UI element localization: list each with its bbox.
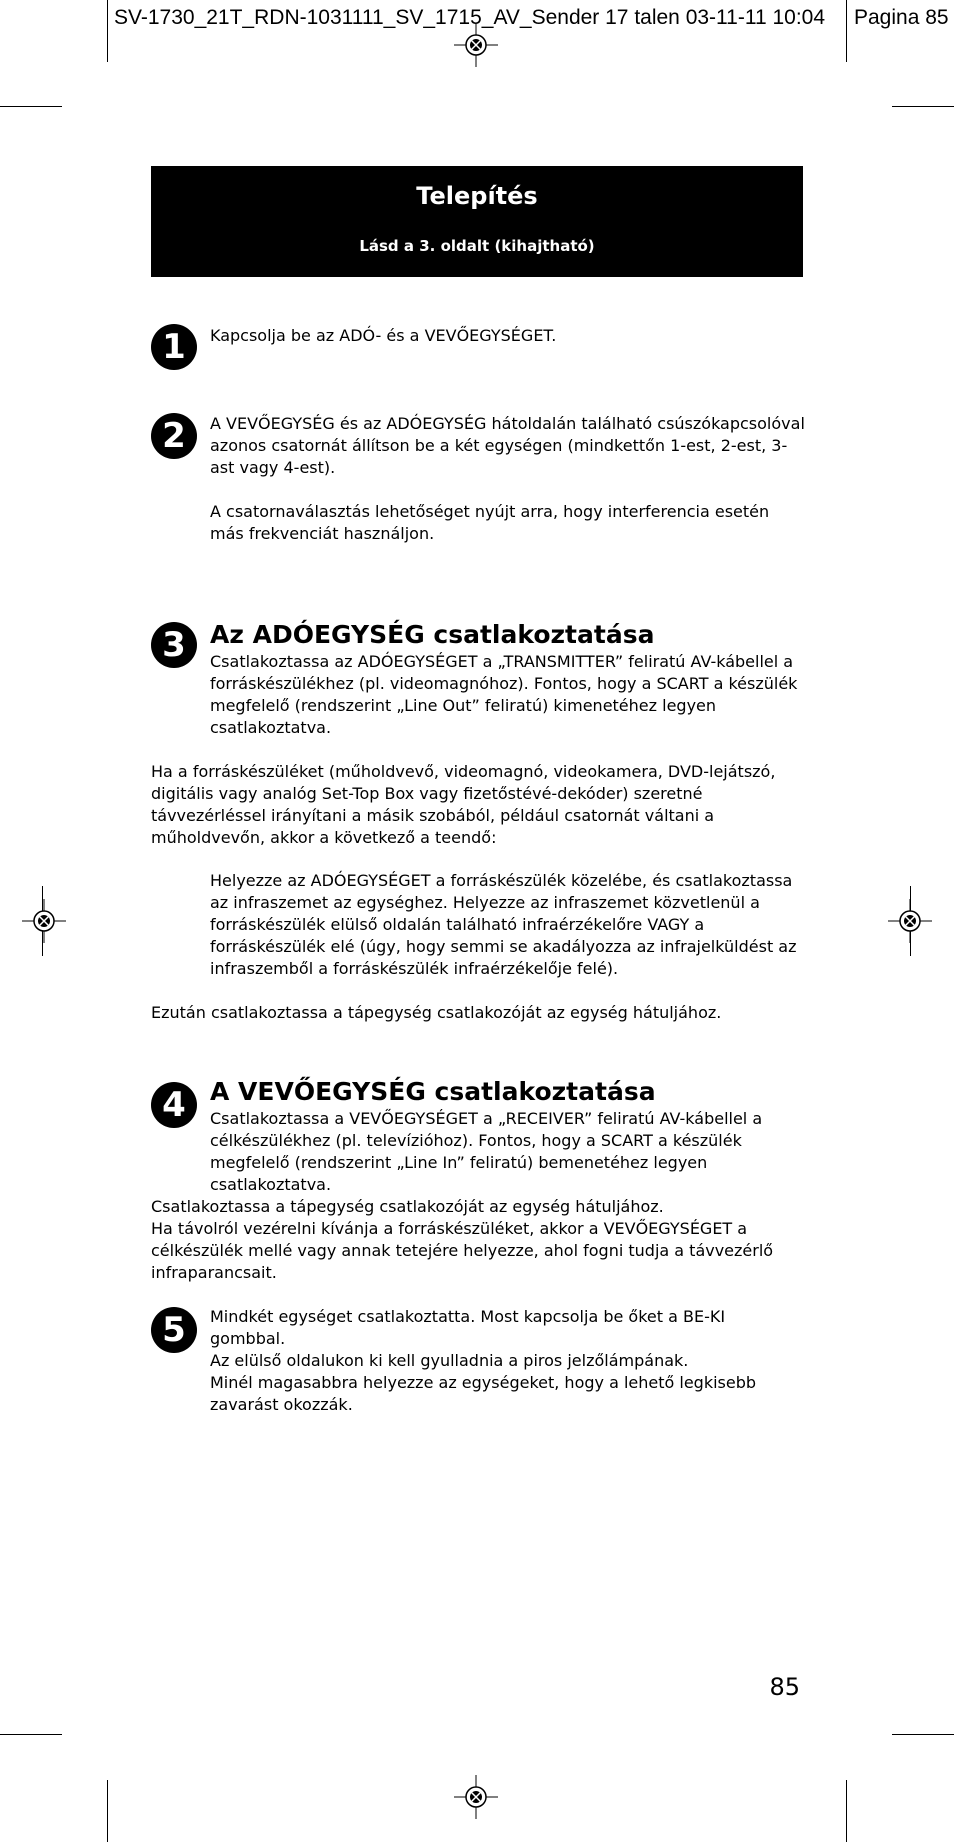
step-5-line-3: Minél magasabbra helyezze az egységeket, hogy a lehető legkisebb zavarást okozzák. [210,1373,757,1414]
slug-file-info: SV-1730_21T_RDN-1031111_SV_1715_AV_Sender 17 talen 03-11-11 10:04 [114,6,826,29]
step-1-text [210,325,805,347]
step-3-intro: Csatlakoztassa az ADÓEGYSÉGET a „TRANSMITTER” feliratú AV-kábellel a forráskészülékhez (pl. videomagnóhoz). Fontos, hogy a SCART a készülék megfelelő (rendszerint „Line Out” feliratú) kimenetéhez legyen csatlakoztatva. [210,652,798,737]
step-1-paragraph: Kapcsolja be az ADÓ- és a VEVŐEGYSÉGET. [210,326,557,345]
crop-mark-left-top [0,106,62,107]
crop-mark-top-right [846,0,847,62]
crop-mark-top-left [107,0,108,62]
crop-mark-left-bottom [0,1734,62,1735]
registration-mark-left-icon [22,899,66,943]
step-2-paragraph-2: A csatornaválasztás lehetőséget nyújt arra, hogy interferencia esetén más frekvenciát használjon. [210,502,770,543]
section-banner [151,166,803,277]
step-3-heading: Az ADÓEGYSÉG csatlakoztatása [210,620,655,649]
step-4-number-badge: 4 [151,1082,197,1128]
step-3-indented-instructions: Helyezze az ADÓEGYSÉGET a forráskészülék közelébe, és csatlakoztassa az infraszemet az egységhez. Helyezze az infraszemet közvetlenül a forráskészülék elülső oldalán található infraérzékelőre VAGY a forráskészülék elé (úgy, hogy semmi se akadályozza az infrajelküldést az infraszemből a forráskészülék infraérzékelője felé). [210,871,797,978]
step-3-closing: Ezután csatlakoztassa a tápegység csatlakozóját az egység hátuljához. [151,1003,722,1022]
step-3-body: Ha a forráskészüléket (műholdvevő, videomagnó, videokamera, DVD-lejátszó, digitális vagy analóg Set-Top Box vagy fizetőstévé-dekóder) szeretné távvezérléssel irányítani a másik szobából, például csatornát váltani a műholdvevőn, akkor a következő a teendő: [151,762,776,847]
registration-mark-bottom-icon [454,1775,498,1819]
step-3-number-badge: 3 [151,622,197,668]
step-2-text [210,413,805,545]
crop-mark-right-top [892,106,954,107]
step-4-intro: Csatlakoztassa a VEVŐEGYSÉGET a „RECEIVER” feliratú AV-kábellel a célkészülékhez (pl. televízióhoz). Fontos, hogy a SCART a készülék megfelelő (rendszerint „Line In” feliratú) bemenetéhez legyen csatlakoztatva. [210,1109,763,1194]
step-4-body [151,1196,805,1284]
crop-mark-right-bottom [892,1734,954,1735]
crop-mark-bottom-right [846,1780,847,1842]
crop-mark-bottom-left [107,1780,108,1842]
step-5-line-2: Az elülső oldalukon ki kell gyulladnia a piros jelzőlámpának. [210,1351,689,1370]
step-4-body-line-2: Ha távolról vezérelni kívánja a forráskészüléket, akkor a VEVŐEGYSÉGET a célkészülék mellé vagy annak tetejére helyezze, ahol fogni tudja a távvezérlő infraparancsait. [151,1219,774,1282]
step-5-text [210,1306,805,1416]
banner-subtitle: Lásd a 3. oldalt (kihajtható) [359,237,595,255]
step-2-paragraph-1: A VEVŐEGYSÉG és az ADÓEGYSÉG hátoldalán található csúszókapcsolóval azonos csatornát állítson be a két egységen (mindkettőn 1-est, 2-est, 3-ast vagy 4-est). [210,414,805,477]
slug-page-info: Pagina 85 [854,6,949,29]
banner-title: Telepítés [416,182,538,210]
step-5-line-1: Mindkét egységet csatlakoztatta. Most kapcsolja be őket a BE-KI gombbal. [210,1307,726,1348]
step-1-number-badge: 1 [151,324,197,370]
printer-slug [114,4,954,32]
step-5-number-badge: 5 [151,1307,197,1353]
registration-mark-right-icon [888,899,932,943]
step-4-body-line-1: Csatlakoztassa a tápegység csatlakozóját az egység hátuljához. [151,1197,664,1216]
step-4-heading: A VEVŐEGYSÉG csatlakoztatása [210,1077,656,1106]
step-2-number-badge: 2 [151,413,197,459]
page-number: 85 [769,1673,800,1701]
registration-mark-top-icon [454,23,498,67]
